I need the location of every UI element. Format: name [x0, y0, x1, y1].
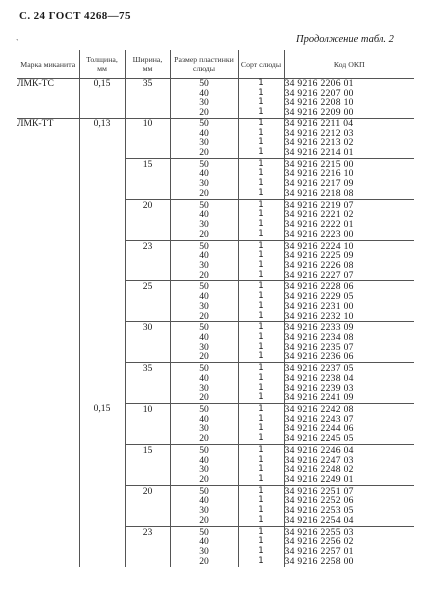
- okp-code-cell: 34 9216 2214 01: [284, 147, 354, 159]
- okp-code-cell: 34 9216 2209 00: [284, 107, 354, 119]
- okp-code-cell: 34 9216 2224 10: [284, 240, 414, 251]
- plate-size-cell: 50: [170, 281, 238, 292]
- margin-mark: `: [16, 38, 19, 47]
- plate-size-cell: 20: [170, 352, 238, 362]
- width-cell: 15: [125, 158, 170, 199]
- mark-cell: ЛМК-ТС: [17, 79, 79, 119]
- width-cell: 25: [125, 281, 170, 322]
- plate-size-cell: 20: [170, 312, 238, 322]
- mica-grade-cell: 1: [238, 537, 284, 547]
- okp-code-cell: 34 9216 2229 05: [284, 291, 354, 303]
- okp-code-cell: 34 9216 2255 03: [284, 526, 414, 537]
- okp-code-cell: 34 9216 2238 04: [284, 372, 354, 384]
- okp-code-cell: 34 9216 2251 07: [284, 485, 414, 496]
- width-cell: 10: [125, 404, 170, 445]
- width-cell: 15: [125, 444, 170, 485]
- okp-code-cell: 34 9216 2231 00: [284, 300, 354, 312]
- plate-size-cell: 50: [170, 526, 238, 537]
- plate-size-cell: 20: [170, 434, 238, 444]
- okp-code-cell: 34 9216 2236 06: [284, 351, 354, 363]
- col-header-plate-size: Размер пластинки слюды: [170, 50, 238, 79]
- mica-grade-cell: 1: [238, 506, 284, 516]
- mica-grade-cell: 1: [238, 210, 284, 220]
- plate-size-cell: 20: [170, 516, 238, 526]
- okp-code-cell: 34 9216 2227 07: [284, 269, 354, 281]
- plate-size-cell: 50: [170, 485, 238, 496]
- plate-size-cell: 20: [170, 230, 238, 240]
- okp-code-cell: 34 9216 2244 06: [284, 423, 354, 435]
- plate-size-cell: 40: [170, 89, 238, 99]
- mica-grade-cell: 1: [238, 129, 284, 139]
- mica-grade-cell: 1: [238, 424, 284, 434]
- mica-grade-cell: 1: [238, 526, 284, 537]
- mark-cell: [17, 404, 79, 567]
- plate-size-cell: 40: [170, 415, 238, 425]
- plate-size-cell: 40: [170, 537, 238, 547]
- plate-size-cell: 30: [170, 424, 238, 434]
- okp-code-cell: 34 9216 2232 10: [284, 310, 354, 322]
- mica-grade-cell: 1: [238, 352, 284, 362]
- mica-grade-cell: 1: [238, 393, 284, 403]
- plate-size-cell: 20: [170, 108, 238, 118]
- plate-size-cell: 40: [170, 251, 238, 261]
- table-row: [17, 118, 414, 128]
- col-header-mica-grade: Сорт слюды: [238, 50, 284, 79]
- okp-code-cell: 34 9216 2249 01: [284, 474, 354, 486]
- okp-code-cell: 34 9216 2239 03: [284, 382, 354, 394]
- plate-size-cell: 50: [170, 444, 238, 455]
- table-continuation-title: Продолжение табл. 2: [296, 34, 394, 45]
- plate-size-cell: 50: [170, 363, 238, 374]
- mica-grade-cell: 1: [238, 251, 284, 261]
- mica-grade-cell: 1: [238, 158, 284, 169]
- okp-code-cell: 34 9216 2219 07: [284, 199, 414, 210]
- width-cell: 30: [125, 322, 170, 363]
- plate-size-cell: 30: [170, 343, 238, 353]
- okp-code-cell: 34 9216 2213 02: [284, 137, 354, 149]
- mica-grade-cell: 1: [238, 404, 284, 415]
- okp-code-cell: 34 9216 2234 08: [284, 331, 354, 343]
- width-cell: 35: [125, 79, 170, 119]
- plate-size-cell: 40: [170, 456, 238, 466]
- okp-code-cell: 34 9216 2247 03: [284, 454, 354, 466]
- width-cell: 23: [125, 240, 170, 281]
- mica-grade-cell: 1: [238, 98, 284, 108]
- plate-size-cell: 30: [170, 138, 238, 148]
- mica-grade-cell: 1: [238, 322, 284, 333]
- okp-code-cell: 34 9216 2235 07: [284, 341, 354, 353]
- mica-grade-cell: 1: [238, 465, 284, 475]
- mica-grade-cell: 1: [238, 138, 284, 148]
- okp-code-cell: 34 9216 2233 09: [284, 322, 414, 333]
- mica-grade-cell: 1: [238, 333, 284, 343]
- thickness-cell: 0,15: [79, 79, 125, 119]
- okp-code-cell: 34 9216 2225 09: [284, 250, 354, 262]
- mica-grade-cell: 1: [238, 384, 284, 394]
- plate-size-cell: 50: [170, 158, 238, 169]
- plate-size-cell: 50: [170, 199, 238, 210]
- mica-grade-cell: 1: [238, 189, 284, 199]
- okp-code-cell: 34 9216 2248 02: [284, 464, 354, 476]
- col-header-width: Ширина, мм: [125, 50, 170, 79]
- table-header-row: [17, 50, 414, 79]
- okp-code-cell: 34 9216 2242 08: [284, 404, 414, 415]
- mica-grade-cell: 1: [238, 485, 284, 496]
- okp-code-cell: 34 9216 2241 09: [284, 392, 354, 404]
- plate-size-cell: 40: [170, 129, 238, 139]
- plate-size-cell: 30: [170, 547, 238, 557]
- okp-code-cell: 34 9216 2206 01: [284, 78, 354, 89]
- okp-code-cell: 34 9216 2245 05: [284, 433, 354, 445]
- okp-code-cell: 34 9216 2237 05: [284, 363, 414, 374]
- mica-grade-cell: 1: [238, 516, 284, 526]
- mica-grade-cell: 1: [238, 547, 284, 557]
- mica-grade-cell: 1: [238, 557, 284, 567]
- okp-code-cell: 34 9216 2215 00: [284, 158, 414, 169]
- mica-grade-cell: 1: [238, 374, 284, 384]
- okp-code-cell: 34 9216 2212 03: [284, 127, 354, 139]
- okp-code-cell: 34 9216 2243 07: [284, 413, 354, 425]
- mica-grade-cell: 1: [238, 240, 284, 251]
- okp-code-cell: 34 9216 2253 05: [284, 505, 354, 517]
- mica-grade-cell: 1: [238, 475, 284, 485]
- mica-grade-cell: 1: [238, 179, 284, 189]
- okp-code-cell: 34 9216 2208 10: [284, 97, 354, 109]
- plate-size-cell: 50: [170, 240, 238, 251]
- plate-size-cell: 20: [170, 475, 238, 485]
- table-row: [17, 404, 414, 415]
- mica-grade-cell: 1: [238, 79, 284, 89]
- plate-size-cell: 30: [170, 506, 238, 516]
- plate-size-cell: 30: [170, 465, 238, 475]
- okp-code-cell: 34 9216 2221 02: [284, 209, 354, 221]
- plate-size-cell: 40: [170, 292, 238, 302]
- mica-grade-cell: 1: [238, 230, 284, 240]
- okp-code-cell: 34 9216 2252 06: [284, 495, 354, 507]
- okp-code-cell: 34 9216 2246 04: [284, 444, 414, 455]
- okp-code-cell: 34 9216 2254 04: [284, 514, 354, 526]
- mica-grade-cell: 1: [238, 434, 284, 444]
- width-cell: 35: [125, 363, 170, 404]
- width-cell: 10: [125, 118, 170, 158]
- plate-size-cell: 50: [170, 322, 238, 333]
- mica-grade-cell: 1: [238, 169, 284, 179]
- plate-size-cell: 30: [170, 179, 238, 189]
- mica-grade-cell: 1: [238, 148, 284, 158]
- mica-grade-cell: 1: [238, 363, 284, 374]
- mica-grade-cell: 1: [238, 312, 284, 322]
- okp-code-cell: 34 9216 2211 04: [284, 118, 414, 128]
- mica-grade-cell: 1: [238, 456, 284, 466]
- mica-grade-cell: 1: [238, 89, 284, 99]
- okp-code-cell: 34 9216 2256 02: [284, 536, 354, 548]
- plate-size-cell: 40: [170, 333, 238, 343]
- mica-grade-cell: 1: [238, 343, 284, 353]
- mica-grade-cell: 1: [238, 118, 284, 128]
- okp-code-cell: 34 9216 2223 00: [284, 228, 354, 240]
- okp-code-cell: 34 9216 2217 09: [284, 178, 354, 190]
- plate-size-cell: 50: [170, 404, 238, 415]
- mica-grade-cell: 1: [238, 220, 284, 230]
- okp-code-cell: 34 9216 2258 00: [284, 555, 354, 567]
- mica-grade-cell: 1: [238, 199, 284, 210]
- plate-size-cell: 30: [170, 384, 238, 394]
- mica-grade-cell: 1: [238, 496, 284, 506]
- okp-code-cell: 34 9216 2207 00: [284, 87, 354, 99]
- table-body: [17, 79, 414, 567]
- plate-size-cell: 20: [170, 557, 238, 567]
- plate-size-cell: 20: [170, 393, 238, 403]
- plate-size-cell: 40: [170, 169, 238, 179]
- thickness-cell: 0,13: [79, 118, 125, 403]
- plate-size-cell: 20: [170, 148, 238, 158]
- okp-code-table: [17, 50, 414, 567]
- plate-size-cell: 40: [170, 374, 238, 384]
- plate-size-cell: 30: [170, 98, 238, 108]
- plate-size-cell: 40: [170, 210, 238, 220]
- mica-grade-cell: 1: [238, 444, 284, 455]
- okp-code-cell: 34 9216 2218 08: [284, 187, 354, 199]
- plate-size-cell: 50: [170, 118, 238, 128]
- okp-code-cell: 34 9216 2257 01: [284, 546, 354, 558]
- mica-grade-cell: 1: [238, 415, 284, 425]
- plate-size-cell: 30: [170, 302, 238, 312]
- width-cell: 20: [125, 199, 170, 240]
- thickness-cell: 0,15: [79, 404, 125, 567]
- mark-cell: ЛМК-ТТ: [17, 118, 79, 403]
- mica-grade-cell: 1: [238, 281, 284, 292]
- plate-size-cell: 40: [170, 496, 238, 506]
- okp-code-cell: 34 9216 2216 10: [284, 168, 354, 180]
- mica-grade-cell: 1: [238, 271, 284, 281]
- okp-code-cell: 34 9216 2226 08: [284, 259, 354, 271]
- mica-grade-cell: 1: [238, 302, 284, 312]
- table-row: [17, 79, 414, 89]
- plate-size-cell: 30: [170, 220, 238, 230]
- okp-code-cell: 34 9216 2222 01: [284, 219, 354, 231]
- col-header-okp-code: Код ОКП: [284, 50, 414, 79]
- col-header-thickness: Толщина, мм: [79, 50, 125, 79]
- plate-size-cell: 20: [170, 189, 238, 199]
- plate-size-cell: 50: [170, 79, 238, 89]
- page-reference: С. 24 ГОСТ 4268—75: [19, 10, 131, 22]
- width-cell: 20: [125, 485, 170, 526]
- plate-size-cell: 30: [170, 261, 238, 271]
- mica-grade-cell: 1: [238, 108, 284, 118]
- okp-code-cell: 34 9216 2228 06: [284, 281, 414, 292]
- plate-size-cell: 20: [170, 271, 238, 281]
- width-cell: 23: [125, 526, 170, 566]
- mica-grade-cell: 1: [238, 261, 284, 271]
- col-header-mark: Марка миканита: [17, 50, 79, 79]
- mica-grade-cell: 1: [238, 292, 284, 302]
